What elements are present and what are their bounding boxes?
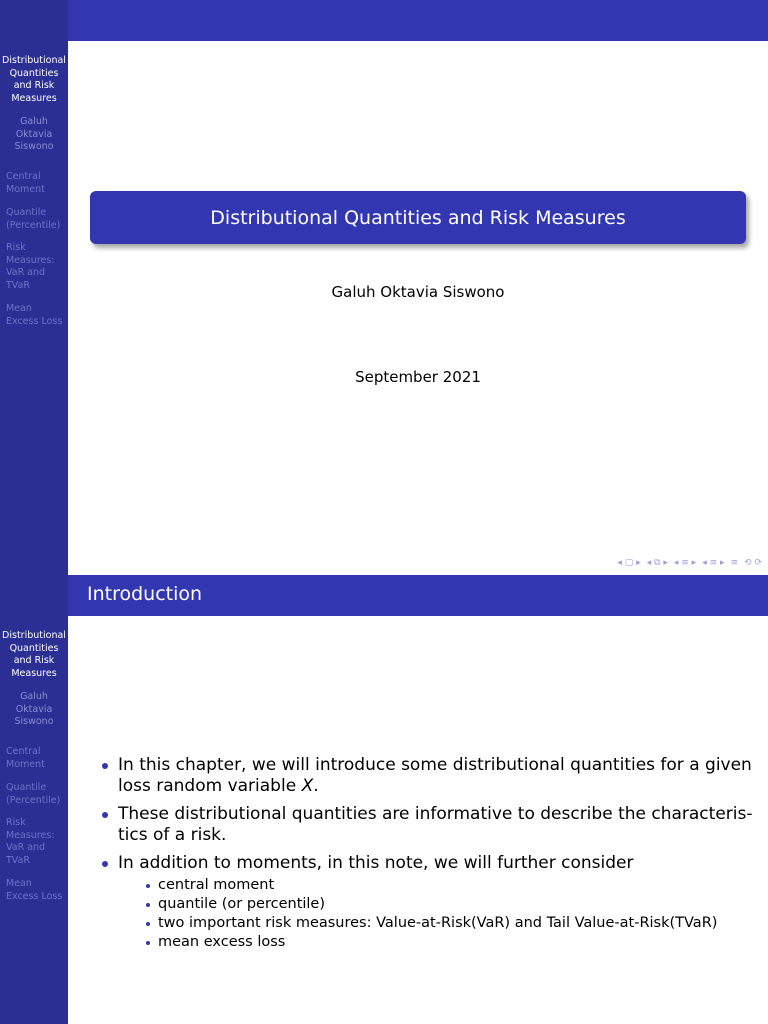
sub-list-item: two important risk measures: Value-at-Risk(VaR) and Tail Value-at-Risk(TVaR) [158, 914, 768, 933]
bullet-icon [102, 861, 108, 867]
sidebar-author: Galuh Oktavia Siswono [14, 691, 54, 727]
nav-search-icon[interactable]: ⟲ ⟳ [744, 558, 762, 568]
list-item: In this chapter, we will introduce some distributional quantities for a given loss random variable X. [118, 755, 768, 797]
nav-outline-icon[interactable]: ≡ [730, 558, 739, 568]
presentation-title-box [90, 191, 746, 244]
bullet-icon [102, 763, 108, 769]
introduction-slide [0, 575, 768, 1024]
list-item: In addition to moments, in this note, we will further consider central moment quantile (or percentile) two important risk measures: Value-at-Risk(VaR) and Tail Value-at-Risk(TVaR) mean excess loss [118, 853, 768, 952]
header-bar [68, 0, 768, 41]
sidebar-item-mean-excess-loss[interactable]: Mean Excess Loss [6, 303, 63, 327]
intro-content [118, 755, 768, 959]
nav-section-icon[interactable]: ◂ ≡ ▸ [673, 558, 697, 568]
sidebar-item-quantile[interactable]: Quantile (Percentile) [6, 782, 61, 806]
sub-list [158, 876, 768, 952]
presentation-date: September 2021 [355, 368, 481, 386]
sub-list-item: central moment [158, 876, 768, 895]
bullet-icon [146, 922, 150, 926]
frame-title: Introduction [87, 583, 203, 605]
sub-list-item: quantile (or percentile) [158, 895, 768, 914]
sidebar-item-quantile[interactable]: Quantile (Percentile) [6, 207, 61, 231]
bullet-icon [146, 941, 150, 945]
bullet-icon [102, 812, 108, 818]
sidebar-item-mean-excess-loss[interactable]: Mean Excess Loss [6, 878, 63, 902]
sidebar-title[interactable]: Distributional Quantities and Risk Measures [2, 55, 66, 104]
sidebar [0, 0, 68, 575]
bullet-icon [146, 903, 150, 907]
sidebar-item-risk-measures[interactable]: Risk Measures: VaR and TVaR [6, 242, 55, 291]
presentation-author: Galuh Oktavia Siswono [331, 283, 505, 301]
sidebar-item-risk-measures[interactable]: Risk Measures: VaR and TVaR [6, 817, 55, 866]
sidebar-item-central-moment[interactable]: Central Moment [6, 746, 45, 770]
sidebar-title[interactable]: Distributional Quantities and Risk Measures [2, 630, 66, 679]
sidebar-item-central-moment[interactable]: Central Moment [6, 171, 45, 195]
nav-frame-icon[interactable]: ◂ ▢ ▸ [617, 558, 641, 568]
bullet-icon [146, 884, 150, 888]
list-item: These distributional quantities are informative to describe the characteris- tics of a risk. [118, 804, 768, 846]
sub-list-item: mean excess loss [158, 933, 768, 952]
nav-document-icon[interactable]: ◂ ≡ ▸ [702, 558, 725, 568]
navigation-symbols [617, 556, 762, 570]
nav-subsection-icon[interactable]: ◂ ⧉ ▸ [646, 558, 668, 568]
presentation-title: Distributional Quantities and Risk Measures [210, 206, 626, 229]
sidebar-author: Galuh Oktavia Siswono [14, 116, 54, 152]
sidebar [0, 575, 68, 1024]
